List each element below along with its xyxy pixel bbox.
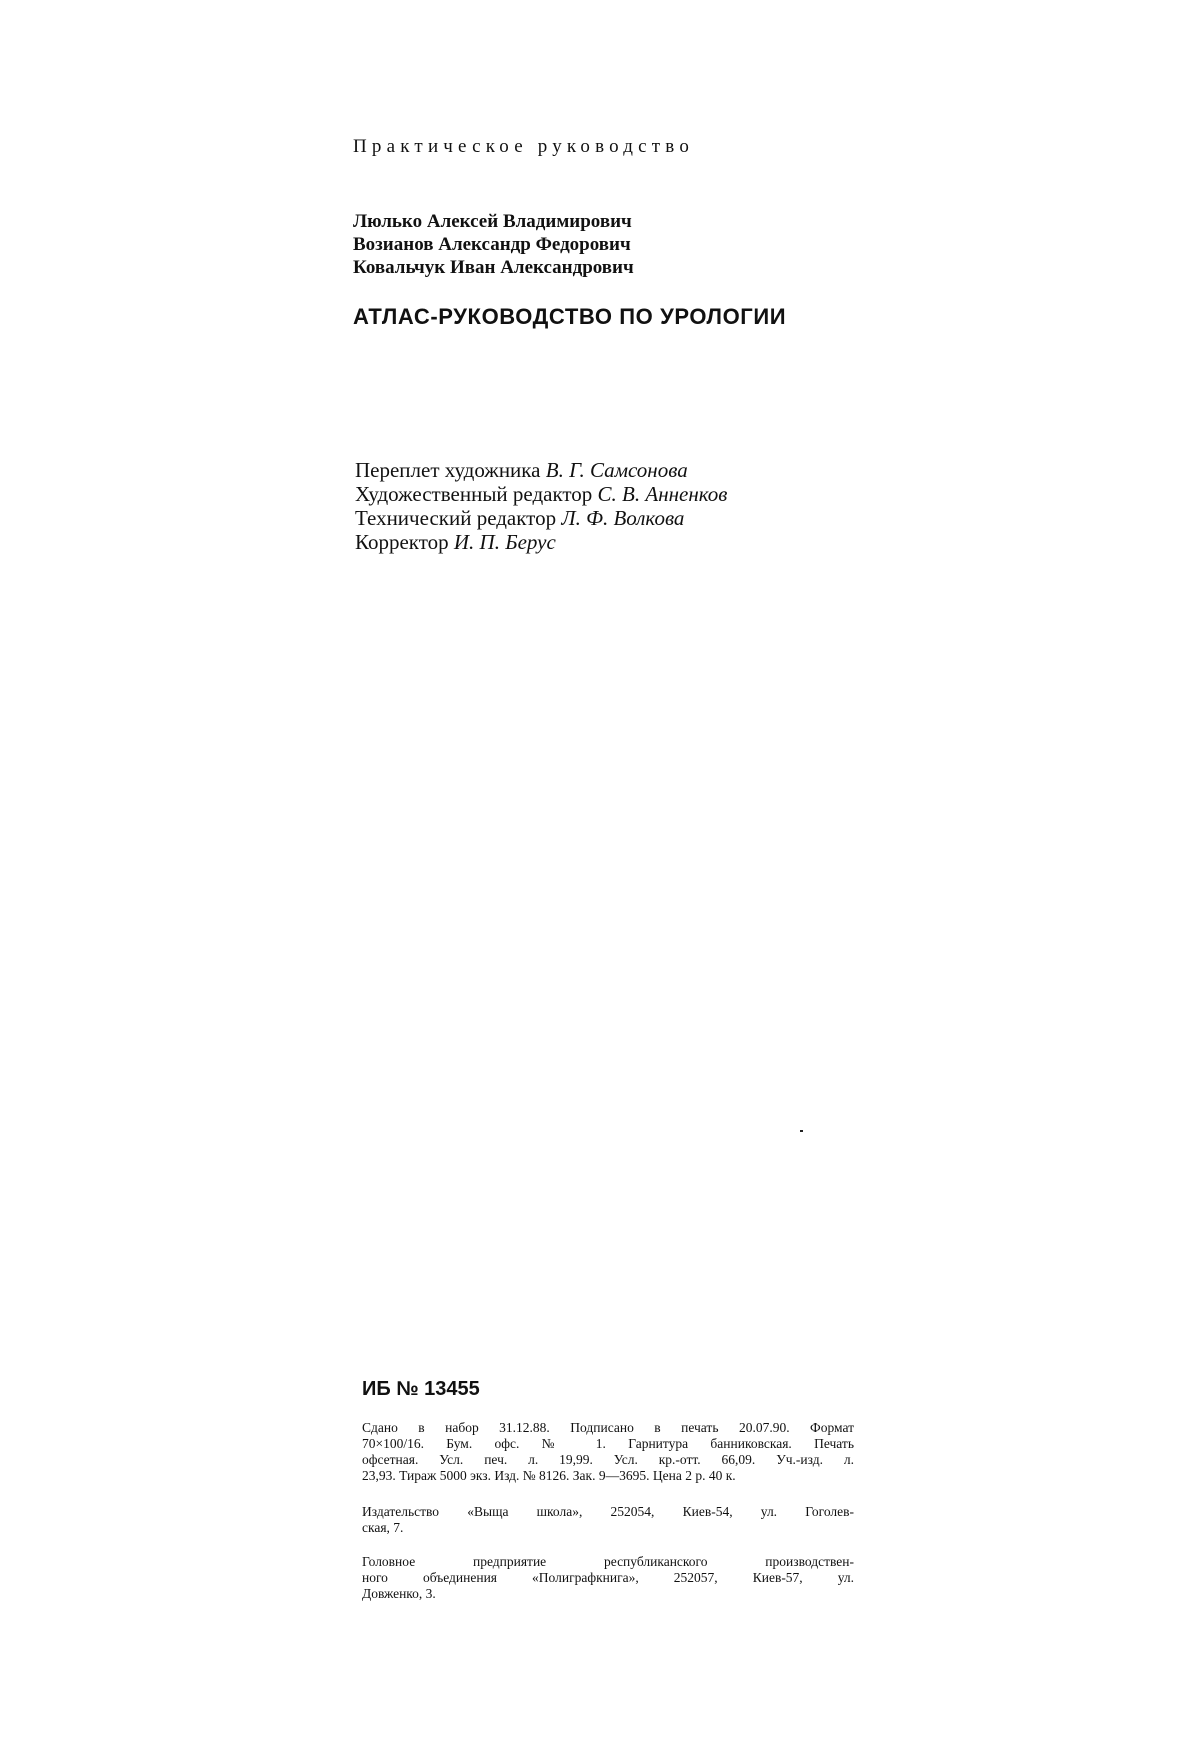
publisher-line: Издательство «Выща школа», 252054, Киев-54, ул. Гоголев- (362, 1504, 854, 1519)
printer-paragraph (362, 1554, 854, 1602)
credit-role: Переплет художника (355, 458, 541, 482)
credit-person: Л. Ф. Волкова (561, 506, 685, 530)
ib-number: ИБ № 13455 (362, 1378, 480, 1400)
credit-person: В. Г. Самсонова (545, 458, 688, 482)
credit-line (355, 506, 727, 530)
credit-line (355, 482, 727, 506)
credit-person: С. В. Анненков (597, 482, 728, 506)
credit-role: Технический редактор (355, 506, 557, 530)
author-name: Ковальчук Иван Александрович (353, 257, 634, 278)
author-name: Люлько Алексей Владимирович (353, 211, 632, 232)
publisher-paragraph (362, 1504, 854, 1536)
printer-line: ного объединения «Полиграфкнига», 252057, Киев-57, ул. (362, 1570, 854, 1585)
print-speck (800, 1130, 803, 1132)
publisher-line: ская, 7. (362, 1520, 404, 1535)
printer-line: Довженко, 3. (362, 1586, 436, 1601)
author-name: Возианов Александр Федорович (353, 234, 631, 255)
print-info-line: офсетная. Усл. печ. л. 19,99. Усл. кр.-отт. 66,09. Уч.-изд. л. (362, 1452, 854, 1467)
author-list (353, 210, 634, 279)
print-info-line: Сдано в набор 31.12.88. Подписано в печать 20.07.90. Формат (362, 1420, 854, 1435)
credit-role: Художественный редактор (355, 482, 593, 506)
print-info-line: 23,93. Тираж 5000 экз. Изд. № 8126. Зак. 9—3695. Цена 2 р. 40 к. (362, 1468, 736, 1483)
series-label: Практическое руководство (353, 136, 695, 157)
credit-person: И. П. Берус (453, 530, 556, 554)
printer-line: Головное предприятие республиканского производствен- (362, 1554, 854, 1569)
print-info-line: 70×100/16. Бум. офс. № 1. Гарнитура банниковская. Печать (362, 1436, 854, 1451)
credit-line (355, 530, 727, 554)
book-title: АТЛАС-РУКОВОДСТВО ПО УРОЛОГИИ (353, 304, 787, 329)
print-info-paragraph (362, 1420, 854, 1484)
credit-role: Корректор (355, 530, 449, 554)
credit-line (355, 458, 727, 482)
credits-list (355, 458, 727, 554)
